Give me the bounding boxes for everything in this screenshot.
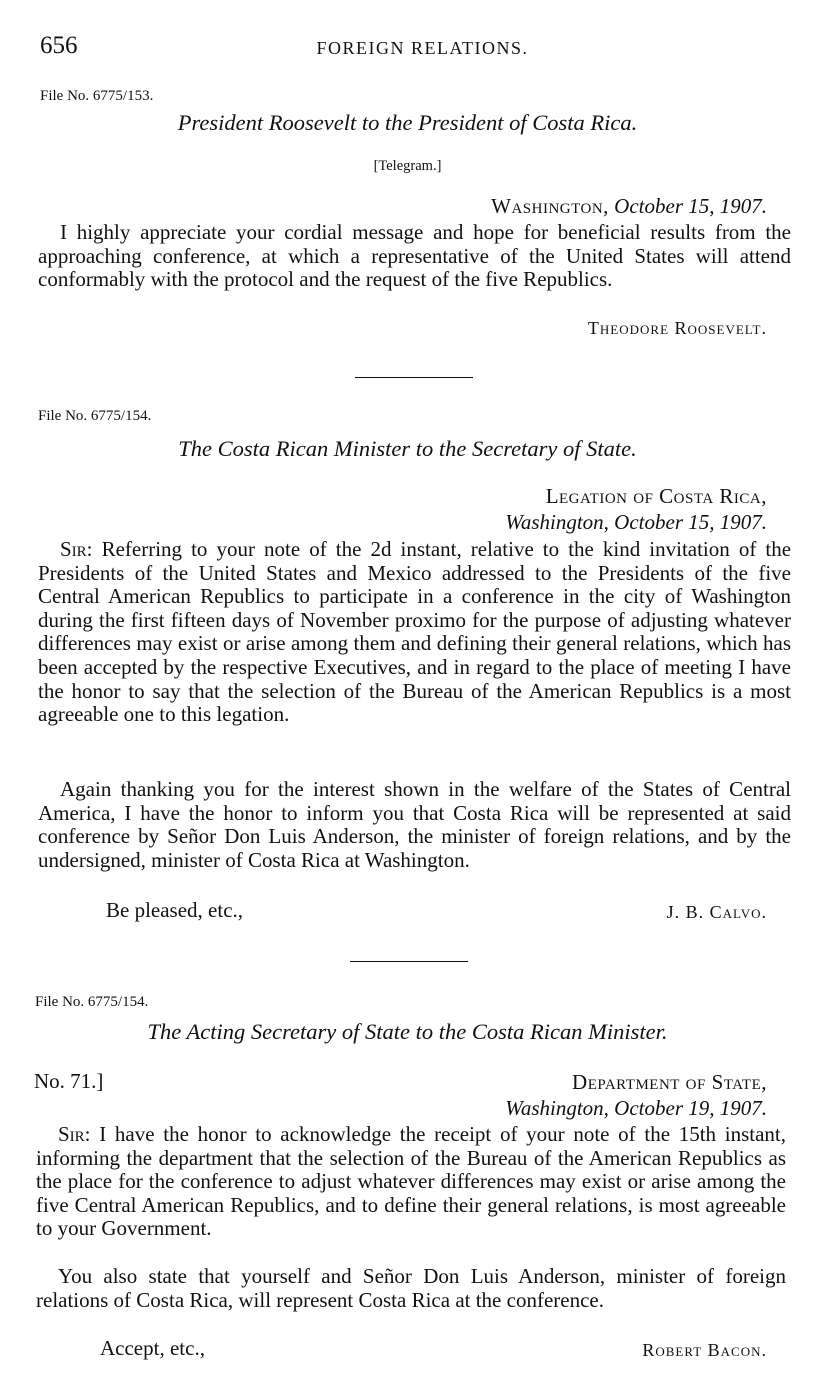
running-head: FOREIGN RELATIONS. — [316, 38, 529, 58]
paragraph-text: Referring to your note of the 2d instant, relative to the kind invitation of the Presidents of the United States and Mexico addressed to the Presidents of the five Central American Republics to participate in a conference in the city of Washington during the first fifteen days of November proximo for the purpose of adjusting whatever differences may exist or arise among them and defining their general relations, which has been accepted by the respective Executives, and in regard to the place of meeting I have the honor to say that the selection of the Bureau of the American Republics is a most agreeable one to this legation. — [38, 537, 792, 727]
section-divider — [355, 377, 473, 378]
letter-paragraph: Again thanking you for the interest shown in the welfare of the States of Central America, I have the honor to inform you that Costa Rica will be represented at said conference by Señor Don Luis Anderson, the minister of foreign relations, and by the undersigned, minister of Costa Rica at Washington. — [38, 777, 791, 872]
dateline — [505, 483, 767, 535]
dateline-date: Washington, October 19, 1907. — [505, 1096, 767, 1120]
closing: Accept, etc., — [100, 1336, 205, 1360]
docket-number: No. 71.] — [34, 1069, 104, 1093]
dateline — [491, 193, 767, 219]
file-number: File No. 6775/154. — [35, 994, 149, 1010]
document-heading: The Costa Rican Minister to the Secretary of State. — [178, 436, 637, 461]
dateline-place: Washington, — [491, 194, 609, 218]
document-heading: President Roosevelt to the President of Costa Rica. — [177, 110, 638, 135]
closing: Be pleased, etc., — [106, 898, 244, 922]
telegram-note: [Telegram.] — [373, 158, 442, 174]
signature: Robert Bacon. — [642, 1340, 767, 1360]
page-number: 656 — [40, 32, 78, 59]
signature: J. B. Calvo. — [666, 902, 767, 922]
salutation: Sir: — [60, 537, 93, 561]
section-divider — [350, 961, 468, 962]
paragraph-text: I have the honor to acknowledge the receipt of your note of the 15th instant, informing the department that the selection of the Bureau of the American Republics as the place for the conference to adjust whatever differences may exist or arise among the five Central American Republics, and to define their general relations, is most agreeable to your Government. — [36, 1122, 786, 1241]
file-number: File No. 6775/154. — [38, 408, 152, 424]
file-number: File No. 6775/153. — [40, 88, 154, 104]
letter-paragraph: You also state that yourself and Señor Don Luis Anderson, minister of foreign relations of Costa Rica, will represent Costa Rica at the conference. — [36, 1264, 786, 1312]
dateline-place: Legation of Costa Rica, — [545, 484, 767, 508]
signature: Theodore Roosevelt. — [587, 318, 767, 338]
letter-paragraph — [36, 1123, 786, 1241]
dateline-place: Department of State, — [572, 1070, 767, 1094]
dateline — [505, 1069, 767, 1121]
document-heading: The Acting Secretary of State to the Costa Rican Minister. — [147, 1019, 668, 1044]
salutation: Sir: — [58, 1122, 91, 1146]
dateline-date: October 15, 1907. — [614, 194, 767, 218]
letter-paragraph — [38, 538, 791, 727]
letter-paragraph: I highly appreciate your cordial message and hope for beneficial results from the approaching conference, at which a representative of the United States will attend conformably with the protocol and the request of the five Republics. — [38, 220, 791, 292]
dateline-date: Washington, October 15, 1907. — [505, 510, 767, 534]
